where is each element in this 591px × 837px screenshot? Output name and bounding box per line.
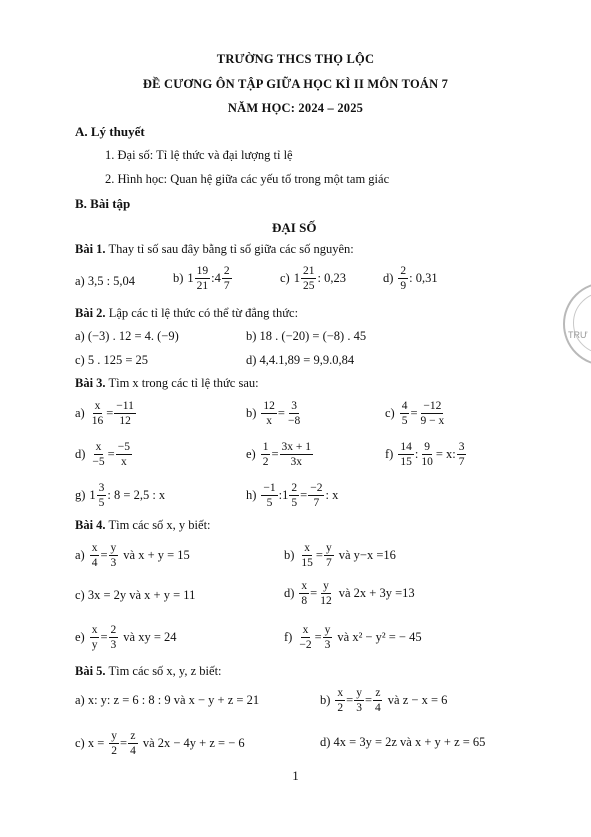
item-label: d)	[284, 586, 295, 601]
exercise-4-e: e) $\frac{x}{y}$ = $\frac{2}{3}$ và xy = 24	[75, 624, 177, 652]
exercise-4-a: a) $\frac{x}{4}$ = $\frac{y}{3}$ và x + y = 15	[75, 542, 190, 570]
exercise-2-text: Lập các tỉ lệ thức có thể từ đẳng thức:	[108, 306, 299, 320]
fraction: $\frac{3}{5}$	[98, 482, 105, 510]
exercise-1-text: Thay tỉ số sau đây bằng tỉ số giữa các số nguyên:	[108, 242, 354, 256]
item-label: e)	[246, 447, 256, 462]
fraction: $\frac{y}{3}$	[356, 687, 362, 715]
expression-rest: và z − x = 6	[387, 693, 448, 708]
exercise-3-c: c) $\frac{4}{5}$ = $\frac{-12}{9 - x}$	[385, 400, 445, 428]
exercise-4-title: Bài 4.	[75, 518, 106, 532]
exercise-2-c: c) 5 . 125 = 25	[75, 353, 149, 367]
exercise-5-c: c) x = $\frac{y}{2}$ = $\frac{z}{4}$ và 2x − 4y + z = − 6	[75, 730, 245, 758]
exercise-3-g	[75, 482, 165, 509]
fraction: $\frac{-11}{12}$	[116, 400, 134, 428]
exercise-3-prompt	[75, 376, 259, 391]
whole-part: 1	[89, 488, 96, 503]
exercise-5-prompt	[75, 664, 222, 679]
exercise-3-b: b) $\frac{12}{x}$ = $\frac{3}{-8}$	[246, 400, 301, 428]
exercise-1-prompt	[75, 242, 354, 257]
page-number: 1	[292, 768, 299, 783]
fraction: $\frac{y}{12}$	[320, 580, 332, 608]
exercise-3-e: e) $\frac{1}{2}$ = $\frac{3x + 1}{3x}$	[246, 441, 312, 469]
theory-item-algebra: 1. Đại số: Tỉ lệ thức và đại lượng tỉ lệ	[105, 148, 293, 162]
fraction: $\frac{9}{10}$	[421, 441, 433, 469]
fraction: $\frac{3}{7}$	[458, 441, 465, 469]
section-a-heading: A. Lý thuyết	[75, 124, 145, 139]
expression-rest: : 0,23	[317, 271, 346, 286]
document-title: ĐỀ CƯƠNG ÔN TẬP GIỮA HỌC KÌ II MÔN TOÁN 7	[142, 77, 449, 91]
fraction: $\frac{19}{21}$	[196, 265, 209, 293]
expression-rest: và 2x − 4y + z = − 6	[142, 736, 245, 751]
fraction: $\frac{x}{-5}$	[92, 441, 105, 469]
exercise-4-prompt	[75, 518, 211, 533]
fraction: $\frac{-2}{7}$	[310, 482, 323, 510]
fraction: $\frac{2}{7}$	[223, 265, 230, 293]
fraction: $\frac{y}{7}$	[325, 542, 332, 570]
expression-rest: và x + y = 15	[123, 548, 190, 563]
fraction: $\frac{21}{25}$	[302, 265, 315, 293]
fraction: $\frac{y}{3}$	[324, 624, 331, 652]
item-label: d)	[75, 447, 86, 462]
exercise-3-a: a) $\frac{x}{16}$ = $\frac{-11}{12}$	[75, 400, 134, 428]
exercise-4-c: c) 3x = 2y và x + y = 11	[75, 588, 196, 602]
exercise-3-d: d) $\frac{x}{-5}$ = $\frac{-5}{x}$	[75, 441, 130, 469]
expression-rest: và y−x =16	[338, 548, 396, 563]
stamp-text: TRƯ	[568, 330, 588, 340]
operator: :4	[211, 271, 221, 286]
fraction: $\frac{4}{5}$	[401, 400, 408, 428]
exercise-1-d	[383, 265, 438, 292]
item-label: a)	[75, 548, 85, 563]
item-label: c)	[280, 271, 290, 286]
exercise-5-title: Bài 5.	[75, 664, 106, 678]
section-b-heading: B. Bài tập	[75, 196, 131, 211]
fraction: $\frac{x}{16}$	[91, 400, 104, 428]
fraction: $\frac{3}{-8}$	[287, 400, 301, 428]
expression-rest: và x² − y² = − 45	[337, 630, 422, 645]
expression-rest: : x	[325, 488, 339, 503]
fraction: $\frac{z}{4}$	[130, 730, 136, 758]
whole-part: :1	[278, 488, 289, 503]
exercise-5-a: a) x: y: z = 6 : 8 : 9 và x − y + z = 21	[75, 693, 260, 707]
fraction: $\frac{14}{15}$	[400, 441, 412, 469]
item-label: a)	[75, 406, 85, 421]
whole-part: 1	[293, 271, 300, 286]
exercise-1-c	[280, 265, 346, 292]
expression-rest: và 2x + 3y =13	[338, 586, 415, 601]
fraction: $\frac{x}{2}$	[337, 687, 344, 715]
whole-part: 1	[187, 271, 194, 286]
item-label: c) x =	[75, 736, 105, 751]
expression-rest: : 0,31	[409, 271, 438, 286]
exercise-2-title: Bài 2.	[75, 306, 106, 320]
item-label: c)	[385, 406, 395, 421]
item-label: f)	[284, 630, 293, 645]
exercise-3-f: f) $\frac{14}{15}$ : $\frac{9}{10}$ = x: $\frac{3}{7}$	[385, 441, 465, 469]
exercise-3-title: Bài 3.	[75, 376, 106, 390]
fraction: $\frac{3x + 1}{3x}$	[281, 441, 312, 469]
algebra-subheading: ĐẠI SỐ	[272, 220, 317, 235]
exercise-4-text: Tìm các số x, y biết:	[108, 518, 211, 532]
operator: = x:	[435, 447, 456, 462]
theory-item-geometry: 2. Hình học: Quan hệ giữa các yếu tố trong một tam giác	[105, 172, 390, 186]
item-label: b)	[320, 693, 331, 708]
fraction: $\frac{-12}{9 - x}$	[420, 400, 445, 428]
exercise-4-b: b) $\frac{x}{15}$ = $\frac{y}{7}$ và y−x =16	[284, 542, 396, 570]
fraction: $\frac{x}{-2}$	[299, 624, 312, 652]
exercise-1-a: a) 3,5 : 5,04	[75, 273, 136, 288]
item-label: h)	[246, 488, 257, 503]
fraction: $\frac{2}{5}$	[291, 482, 298, 510]
exercise-1-b	[173, 265, 233, 292]
item-label: g)	[75, 488, 86, 503]
item-label: f)	[385, 447, 394, 462]
item-label: e)	[75, 630, 85, 645]
fraction: $\frac{-1}{5}$	[263, 482, 276, 510]
fraction: $\frac{x}{y}$	[91, 624, 98, 652]
school-stamp	[563, 282, 591, 366]
fraction: $\frac{1}{2}$	[262, 441, 269, 469]
fraction: $\frac{y}{2}$	[111, 730, 118, 758]
fraction: $\frac{2}{3}$	[110, 624, 117, 652]
fraction: $\frac{x}{15}$	[301, 542, 313, 570]
exercise-2-a: a) (−3) . 12 = 4. (−9)	[75, 329, 179, 343]
fraction: $\frac{x}{8}$	[301, 580, 308, 608]
item-label: d)	[383, 271, 394, 286]
exercise-2-b: b) 18 . (−20) = (−8) . 45	[246, 329, 367, 343]
school-year: NĂM HỌC: 2024 – 2025	[227, 101, 364, 115]
exercise-2-d: d) 4,4.1,89 = 9,9.0,84	[246, 353, 355, 367]
expression-rest: và xy = 24	[123, 630, 177, 645]
exercise-4-d: d) $\frac{x}{8}$ = $\frac{y}{12}$ và 2x + 3y =13	[284, 580, 415, 608]
fraction: $\frac{12}{x}$	[263, 400, 275, 428]
item-label: b)	[173, 271, 184, 286]
exercise-5-b: b) $\frac{x}{2}$ = $\frac{y}{3}$ = $\frac{z}{4}$ và z − x = 6	[320, 687, 448, 715]
expression-rest: : 8 = 2,5 : x	[107, 488, 166, 503]
fraction: $\frac{2}{9}$	[400, 265, 407, 293]
exercise-2-prompt	[75, 306, 298, 321]
exercise-4-f: f) $\frac{x}{-2}$ = $\frac{y}{3}$ và x² − y² = − 45	[284, 624, 422, 652]
exercise-3-h: h) $\frac{-1}{5}$ :1 $\frac{2}{5}$ = $\frac{-2}{7}$ : x	[246, 482, 339, 510]
fraction: $\frac{-5}{x}$	[117, 441, 130, 469]
exercise-1-title: Bài 1.	[75, 242, 106, 256]
item-label: b)	[246, 406, 257, 421]
exercise-3-text: Tìm x trong các tỉ lệ thức sau:	[108, 376, 259, 390]
exercise-5-text: Tìm các số x, y, z biết:	[108, 664, 222, 678]
fraction: $\frac{z}{4}$	[375, 687, 381, 715]
fraction: $\frac{y}{3}$	[110, 542, 117, 570]
item-label: b)	[284, 548, 295, 563]
school-name: TRƯỜNG THCS THỌ LỘC	[216, 52, 375, 66]
fraction: $\frac{x}{4}$	[91, 542, 98, 570]
exercise-5-d: d) 4x = 3y = 2z và x + y + z = 65	[320, 735, 486, 749]
